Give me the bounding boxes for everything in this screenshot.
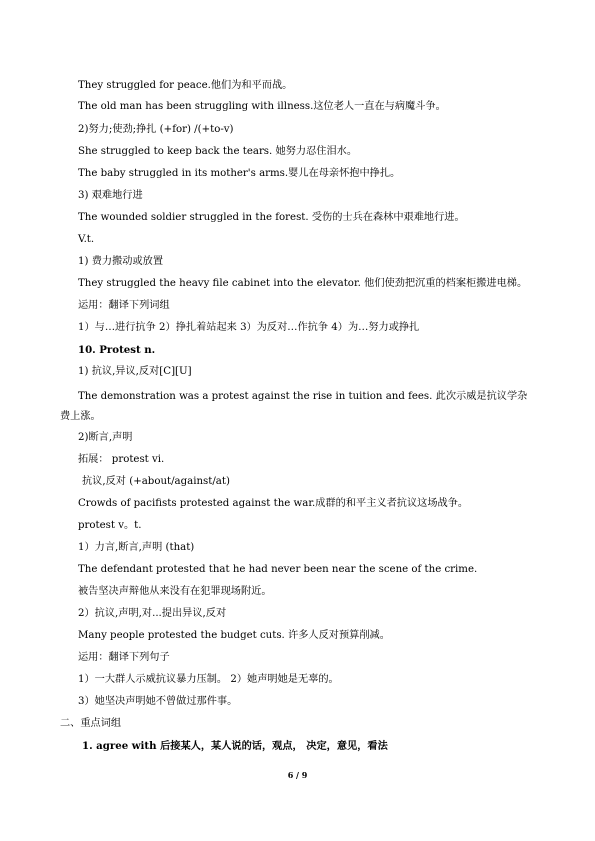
text-line: 1）一大群人示威抗议暴力压制。 2）她声明她是无辜的。 xyxy=(78,674,339,685)
text-line: 拓展： protest vi. xyxy=(78,454,165,465)
text-line: 1) 费力搬动或放置 xyxy=(78,256,164,267)
text-line: Many people protested the budget cuts. 许多人反对预算削减。 xyxy=(78,630,390,641)
text-line: 2)努力;使劲;挣扎 (+for) /(+to-v) xyxy=(78,124,234,135)
text-line: 运用：翻译下列句子 xyxy=(78,652,170,663)
text-line: 抗议,反对 (+about/against/at) xyxy=(82,476,230,487)
text-line: 1）力言,断言,声明 (that) xyxy=(78,542,195,553)
text-line: 2）抗议,声明,对...提出异议,反对 xyxy=(78,608,227,619)
text-line: protest v。t. xyxy=(78,520,142,531)
page-number: 6 / 9 xyxy=(287,770,308,780)
text-line: They struggled for peace.他们为和平而战。 xyxy=(78,80,293,91)
text-line: She struggled to keep back the tears. 她努力忍住泪水。 xyxy=(78,146,358,157)
text-line: 被告坚决声辩他从来没有在犯罪现场附近。 xyxy=(78,586,272,597)
text-line: 3）她坚决声明她不曾做过那件事。 xyxy=(78,696,238,707)
section-heading: 二、重点词组 xyxy=(60,718,122,729)
section-heading: 10. Protest n. xyxy=(78,344,156,356)
text-line: 运用：翻译下列词组 xyxy=(78,300,170,311)
text-line: They struggled the heavy file cabinet into the elevator. 他们使劲把沉重的档案柜搬进电梯。 xyxy=(78,278,528,289)
text-line: 1) 抗议,异议,反对[C][U] xyxy=(78,366,192,377)
text-line: 2)断言,声明 xyxy=(78,432,133,443)
text-line: The wounded soldier struggled in the forest. 受伤的士兵在森林中艰难地行进。 xyxy=(78,212,465,223)
text-line: V.t. xyxy=(78,234,95,245)
text-line: The baby struggled in its mother's arms.婴儿在母亲怀抱中挣扎。 xyxy=(78,168,401,179)
text-line: Crowds of pacifists protested against the war.成群的和平主义者抗议这场战争。 xyxy=(78,498,469,509)
text-line: The defendant protested that he had never been near the scene of the crime. xyxy=(78,564,478,575)
text-paragraph: The demonstration was a protest against the rise in tuition and fees. 此次示威是抗议学杂费上涨。 xyxy=(60,391,528,422)
text-line: 1）与…进行抗争 2）挣扎着站起来 3）为反对…作抗争 4）为…努力或挣扎 xyxy=(78,322,420,333)
text-line: 3) 艰难地行进 xyxy=(78,190,143,201)
text-line: The old man has been struggling with illness.这位老人一直在与病魔斗争。 xyxy=(78,101,446,112)
phrase-heading: 1. agree with 后接某人，某人说的话，观点， 决定，意见，看法 xyxy=(82,740,388,752)
